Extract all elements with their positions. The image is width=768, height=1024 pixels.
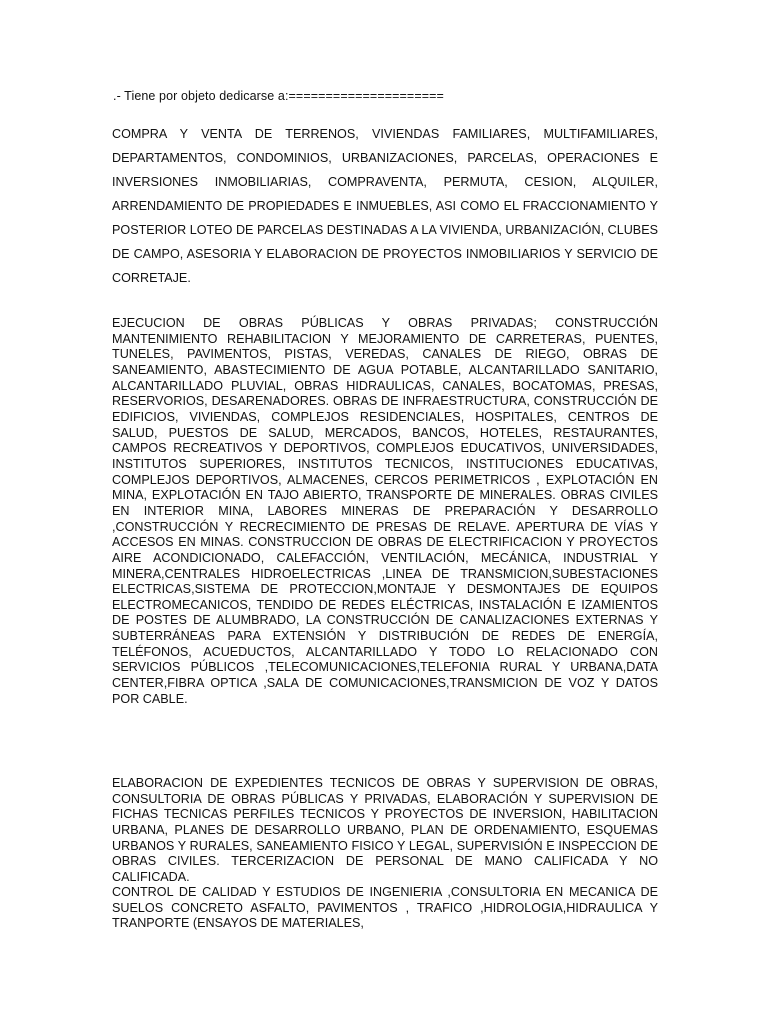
paragraph-quality-control: CONTROL DE CALIDAD Y ESTUDIOS DE INGENIERIA ,CONSULTORIA EN MECANICA DE SUELOS CONCRETO ASFALTO, PAVIMENTOS , TRAFICO ,HIDROLOGIA,HIDRAULICA Y TRANPORTE (ENSAYOS DE MATERIALES, [112,885,658,931]
paragraph-technical-files: ELABORACION DE EXPEDIENTES TECNICOS DE OBRAS Y SUPERVISION DE OBRAS, CONSULTORIA DE OBRAS PÚBLICAS Y PRIVADAS, ELABORACIÓN Y SUPERVISION DE FICHAS TECNICAS PERFILES TECNICOS Y PROYECTOS DE INVERSION, HABILITACION URBANA, PLANES DE DESARROLLO URBANO, PLAN DE ORDENAMIENTO, ESQUEMAS URBANOS Y RURALES, SANEAMIENTO FISICO Y LEGAL, SUPERVISIÓN E INSPECCION DE OBRAS CIVILES. TERCERIZACION DE PERSONAL DE MANO CALIFICADA Y NO CALIFICADA. [112,776,658,884]
intro-line: .- Tiene por objeto dedicarse a:===================== [113,89,444,103]
paragraph-public-works: EJECUCION DE OBRAS PÚBLICAS Y OBRAS PRIVADAS; CONSTRUCCIÓN MANTENIMIENTO REHABILITACION Y MEJORAMIENTO DE CARRETERAS, PUENTES, TUNELES, PAVIMENTOS, PISTAS, VEREDAS, CANALES DE RIEGO, OBRAS DE SANEAMIENTO, ABASTECIMIENTO DE AGUA POTABLE, ALCANTARILLADO SANITARIO, ALCANTARILLADO PLUVIAL, OBRAS HIDRAULICAS, CANALES, BOCATOMAS, PRESAS, RESERVORIOS, DESARENADORES. OBRAS DE INFRAESTRUCTURA, CONSTRUCCIÓN DE EDIFICIOS, VIVIENDAS, COMPLEJOS RESIDENCIALES, HOSPITALES, CENTROS DE SALUD, PUESTOS DE SALUD, MERCADOS, BANCOS, HOTELES, RESTAURANTES, CAMPOS RECREATIVOS Y DEPORTIVOS, COMPLEJOS EDUCATIVOS, UNIVERSIDADES, INSTITUTOS SUPERIORES, INSTITUTOS TECNICOS, INSTITUCIONES EDUCATIVAS, COMPLEJOS DEPORTIVOS, ALMACENES, CERCOS PERIMETRICOS , EXPLOTACIÓN EN MINA, EXPLOTACIÓN EN TAJO ABIERTO, TRANSPORTE DE MINERALES. OBRAS CIVILES EN INTERIOR MINA, LABORES MINERAS DE PREPARACIÓN Y DESARROLLO ,CONSTRUCCIÓN Y RECRECIMIENTO DE PRESAS DE RELAVE. APERTURA DE VÍAS Y ACCESOS EN MINAS. CONSTRUCCION DE OBRAS DE ELECTRIFICACION Y PROYECTOS AIRE ACONDICIONADO, CALEFACCIÓN, VENTILACIÓN, MECÁNICA, INDUSTRIAL Y MINERA,CENTRALES HIDROELECTRICAS ,LINEA DE TRANSMICION,SUBESTACIONES ELECTRICAS,SISTEMA DE PROTECCION,MONTAJE Y DESMONTAJES DE EQUIPOS ELECTROMECANICOS, TENDIDO DE REDES ELÉCTRICAS, INSTALACIÓN E IZAMIENTOS DE POSTES DE ALUMBRADO, LA CONSTRUCCIÓN DE CANALIZACIONES EXTERNAS Y SUBTERRÁNEAS PARA EXTENSIÓN Y DISTRIBUCIÓN DE REDES DE ENERGÍA, TELÉFONOS, ACUEDUCTOS, ALCANTARILLADO Y TODO LO RELACIONADO CON SERVICIOS PÚBLICOS ,TELECOMUNICACIONES,TELEFONIA RURAL Y URBANA,DATA CENTER,FIBRA OPTICA ,SALA DE COMUNICACIONES,TRANSMICION DE VOZ Y DATOS POR CABLE. [112,316,658,706]
paragraph-real-estate: COMPRA Y VENTA DE TERRENOS, VIVIENDAS FAMILIARES, MULTIFAMILIARES, DEPARTAMENTOS, CONDOMINIOS, URBANIZACIONES, PARCELAS, OPERACIONES E INVERSIONES INMOBILIARIAS, COMPRAVENTA, PERMUTA, CESION, ALQUILER, ARRENDAMIENTO DE PROPIEDADES E INMUEBLES, ASI COMO EL FRACCIONAMIENTO Y POSTERIOR LOTEO DE PARCELAS DESTINADAS A LA VIVIENDA, URBANIZACIÓN, CLUBES DE CAMPO, ASESORIA Y ELABORACION DE PROYECTOS INMOBILIARIOS Y SERVICIO DE CORRETAJE. [112,127,658,285]
